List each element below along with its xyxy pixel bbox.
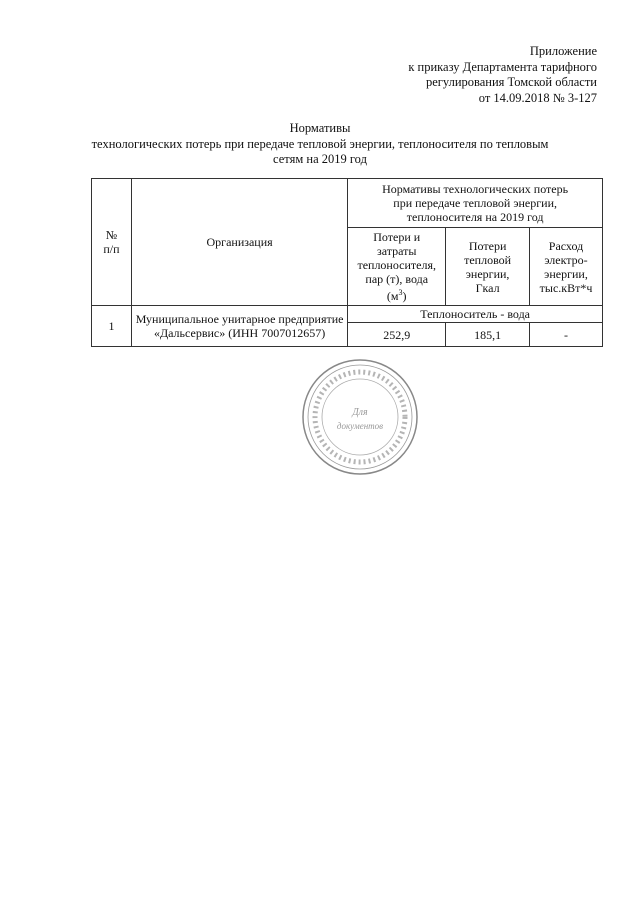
unit-text: (м bbox=[386, 289, 399, 303]
header-organization: Организация bbox=[131, 179, 347, 306]
row-subheader: Теплоноситель - вода bbox=[348, 306, 603, 323]
header-line: затраты bbox=[376, 244, 417, 258]
table-row bbox=[92, 306, 603, 323]
document-title bbox=[90, 121, 550, 168]
header-heat-energy bbox=[446, 228, 530, 306]
appendix-line: Приложение bbox=[529, 44, 597, 58]
value-heat-energy: 185,1 bbox=[446, 323, 530, 347]
header-line: Гкал bbox=[475, 280, 500, 295]
header-num-line: № bbox=[105, 228, 118, 242]
appendix-line: к приказу Департамента тарифного bbox=[408, 59, 597, 74]
header-line: пар (т), вода bbox=[365, 272, 429, 286]
unit-close: ) bbox=[402, 289, 407, 303]
stamp-text-line1: Для bbox=[352, 407, 368, 418]
appendix-line: от 14.09.2018 № 3-127 bbox=[478, 90, 597, 105]
appendix-header bbox=[408, 44, 597, 106]
row-organization: Муниципальное унитарное предприятие «Дальсервис» (ИНН 7007012657) bbox=[131, 306, 347, 347]
header-electricity bbox=[530, 228, 603, 306]
header-line: теплоносителя, bbox=[357, 258, 436, 272]
title-line: Нормативы bbox=[289, 121, 351, 135]
header-num bbox=[92, 179, 132, 306]
norms-table bbox=[91, 178, 603, 347]
header-line: тепловой bbox=[464, 252, 512, 267]
header-line: Расход bbox=[548, 238, 584, 253]
stamp-seal bbox=[300, 357, 420, 477]
title-line: технологических потерь при передаче тепловой энергии, теплоносителя по тепловым bbox=[91, 136, 549, 151]
header-line: Потери и bbox=[373, 230, 421, 244]
header-norms-group bbox=[348, 179, 603, 228]
header-line: энергии, bbox=[465, 266, 510, 281]
header-num-line: п/п bbox=[103, 242, 120, 256]
group-header-line: теплоносителя на 2019 год bbox=[406, 210, 544, 224]
header-line: Потери bbox=[468, 238, 507, 253]
header-line: электро- bbox=[544, 252, 588, 267]
header-line bbox=[350, 286, 443, 303]
stamp-text-line2: документов bbox=[336, 421, 384, 431]
value-electricity: - bbox=[530, 323, 603, 347]
header-line: тыс.кВт*ч bbox=[539, 280, 593, 295]
value-heat-carrier: 252,9 bbox=[348, 323, 446, 347]
group-header-line: Нормативы технологических потерь bbox=[382, 182, 569, 196]
group-header-line: при передаче тепловой энергии, bbox=[393, 196, 557, 210]
table-header-row bbox=[92, 179, 603, 228]
row-num: 1 bbox=[92, 306, 132, 347]
appendix-line: регулирования Томской области bbox=[425, 75, 597, 89]
title-line: сетям на 2019 год bbox=[273, 152, 367, 166]
header-heat-carrier bbox=[348, 228, 446, 306]
unit-superscript: 3 bbox=[398, 288, 403, 297]
header-line: энергии, bbox=[544, 266, 588, 281]
